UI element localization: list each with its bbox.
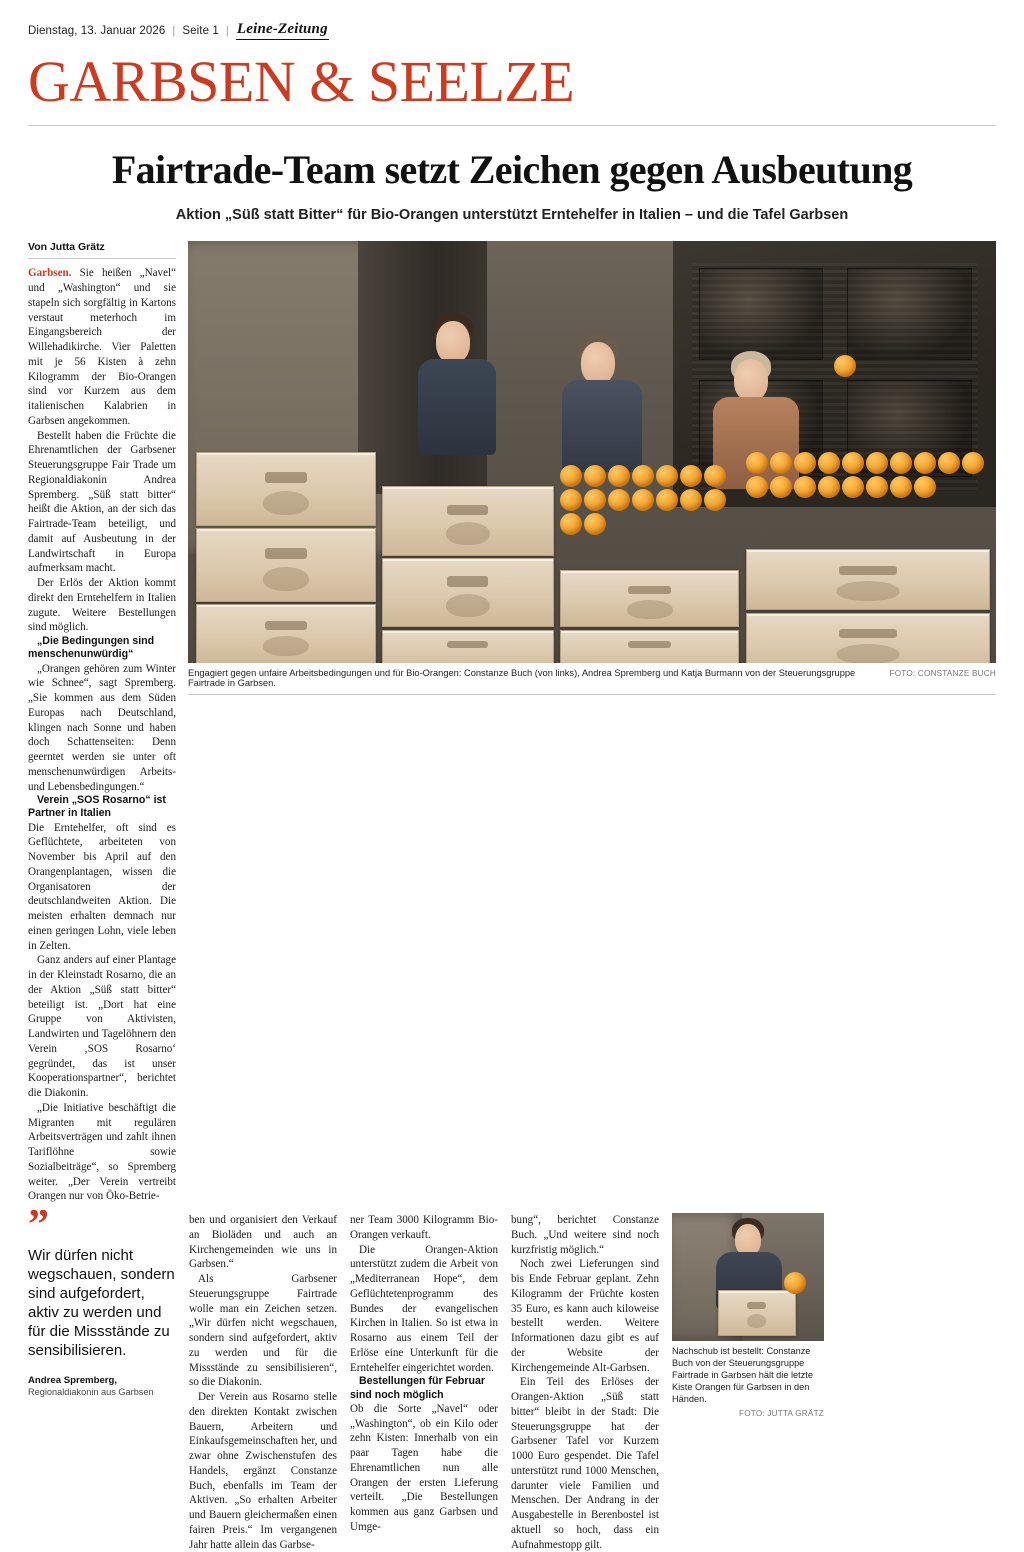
photo-torso <box>418 359 496 455</box>
masthead-separator-1: | <box>172 24 176 37</box>
paragraph: „Orangen gehören zum Winter wie Schnee“, sagt Spremberg. „Sie kommen aus dem Süden Europas nach Deutschland, klingen nach Sonne und haben doch Schattenseiten: Denn geerntet werden sie unter oft menschenunwürdigen Arbeits- und Lebensbedingungen.“ <box>28 662 176 793</box>
photo-crate <box>560 570 740 627</box>
caption-text: Engagiert gegen unfaire Arbeitsbedingungen und für Bio-Orangen: Constanze Buch (von links), Andrea Spremberg und Katja Burmann von der Steuerungsgruppe Fairtrade in Garbsen. <box>188 668 856 689</box>
paragraph: Ganz anders auf einer Plantage in der Kleinstadt Rosarno, die an der Aktion „Süß statt bitter“ beteiligt ist. „Dort hat eine Gruppe von Aktivisten, Landwirten und Tagelöhnern den Verein ‚SOS Rosarno‘ gegründet, das ist unser Kooperationspartner“, berichtet die Diakonin. <box>28 954 176 1100</box>
photo2-orange <box>784 1272 808 1296</box>
paragraph: Als Garbsener Steuerungsgruppe Fairtrade wolle man ein Zeichen setzen. „Wir dürfen nicht wegschauen, sondern sind aufgefordert, aktiv zu werden und für die Missstände zu sensibilisieren“, so die Diakonin. <box>189 1273 337 1389</box>
paragraph: Bestellt haben die Früchte die Ehrenamtlichen der Garbsener Steuerungsgruppe Fair Trade um Regionaldiakonin Andrea Spremberg. „Süß statt bitter“ heißt die Aktion, an der sich das Fairtrade-Team beteiligt, und damit auf Ausbeutung in der Landwirtschaft in Europa aufmerksam macht. <box>28 429 176 575</box>
paragraph <box>28 266 176 428</box>
photo2-crate <box>718 1290 796 1336</box>
photo-head <box>734 359 768 401</box>
pull-quote <box>28 1202 176 1399</box>
pull-quote-text: Wir dürfen nicht wegschauen, sondern sind aufgefordert, aktiv zu werden und für die Missstände zu sensibilisieren. <box>28 1247 175 1359</box>
photo-crate <box>196 604 376 663</box>
column-four <box>511 1213 659 1552</box>
photo-orange-tray <box>560 465 738 566</box>
caption-credit: FOTO: CONSTANZE BUCH <box>889 669 996 679</box>
photo-crate <box>560 630 740 664</box>
pull-quote-role: Regionaldiakonin aus Garbsen <box>28 1387 154 1398</box>
photo-crate <box>746 613 990 664</box>
column-three-body <box>350 1213 498 1534</box>
paragraph: Der Verein aus Rosarno stelle den direkten Kontakt zwischen Bauern, Arbeitern und Einkaufsgemeinschaften her, und zwar ohne Zwischenstufen des Handels, ergänzt Constanze Buch, ebenfalls im Team der Aktiven. „So erhalten Arbeiter und Bauern gleichermaßen einen fairen Preis.“ Im vergangenen Jahr hatte allein das Garbse- <box>189 1391 337 1551</box>
photo-torso <box>562 380 642 472</box>
column-three <box>350 1213 498 1552</box>
secondary-photo-caption <box>672 1341 824 1419</box>
photo-crate <box>746 549 990 610</box>
column-one-body <box>28 266 176 1204</box>
article-subhead: Aktion „Süß statt Bitter“ für Bio-Orangen unterstützt Erntehelfer in Italien – und die Tafel Garbsen <box>175 207 849 224</box>
column-four-body <box>511 1213 659 1552</box>
paragraph: „Die Initiative beschäftigt die Migranten mit regulären Arbeitsverträgen und zahlt ihnen Tariflöhne sowie Sozialbeiträge“, so Spremberg weiter. „Der Verein vertreibt Orangen nur von Öko-Betrie- <box>28 1101 176 1203</box>
dateline: Garbsen. <box>28 267 72 280</box>
photo-crate <box>196 452 376 526</box>
caption2-text: Nachschub ist bestellt: Constanze Buch von der Steuerungsgruppe Fairtrade in Garbsen hält die letzte Kiste Orangen für Garbsen in den Händen. <box>672 1346 813 1405</box>
column-one <box>28 241 176 1204</box>
photo-head <box>581 342 615 384</box>
paragraph: Die Erntehelfer, oft sind es Geflüchtete, arbeiteten von November bis April auf den Orangenplantagen, wissen die Organisatoren der deutschlandweiten Aktion. Die meisten erhalten demnach nur einen geringen Lohn, viele leben in Zelten. <box>28 821 176 952</box>
subheading-3: Bestellungen für Februar sind noch möglich <box>350 1375 485 1401</box>
quote-column <box>28 1202 176 1552</box>
masthead-page: Seite 1 <box>182 24 219 37</box>
photo-crate <box>196 528 376 602</box>
photo-crate <box>382 630 554 664</box>
quote-mark-icon: ” <box>28 1202 47 1249</box>
paragraph: ben und organisiert den Verkauf an Bioläden und auch an Kirchengemeinden wie uns in Garbsen.“ <box>189 1214 337 1271</box>
paper-logo: Leine-Zeitung <box>236 22 329 40</box>
paragraph-text: Sie heißen „Navel“ und „Washington“ und sie stapeln sich sorgfältig in Kartons verstaut meterhoch im Eingangsbereich der Willehadikirche. Vier Paletten mit je 56 Kisten à zehn Kilogramm der Bio-Orangen sind vor Kurzem aus dem italienischen Kalabrien in Garbsen angekommen. <box>28 267 176 427</box>
masthead <box>28 0 996 40</box>
caption2-credit: FOTO: JUTTA GRÄTZ <box>739 1408 824 1418</box>
subheading-1: „Die Bedingungen sind menschenunwürdig“ <box>28 635 155 661</box>
paragraph: Der Erlös der Aktion kommt direkt den Erntehelfern in Italien zugute. Weitere Bestellungen sind möglich. <box>28 577 176 634</box>
main-photo-block <box>188 241 996 695</box>
article-headline: Fairtrade-Team setzt Zeichen gegen Ausbeutung <box>111 146 913 192</box>
masthead-date: Dienstag, 13. Januar 2026 <box>28 24 166 37</box>
paragraph: Die Orangen-Aktion unterstützt zudem die Arbeit von „Mediterranean Hope“, dem Geflüchtetenprogramm des Bundes der evangelischen Kirchen in Italien. So ist etwa in Rosarno aus einem Teil der Erlöse eine Unterkunft für die Erntehelfer eingerichtet worden. <box>350 1243 498 1374</box>
secondary-photo-column <box>672 1213 824 1552</box>
masthead-separator-2: | <box>225 24 229 37</box>
paragraph: Ein Teil des Erlöses der Orangen-Aktion „Süß statt bitter“ bleibt in der Stadt: Die Steuerungsgruppe hat der Garbsener Tafel vor Kurzem 1000 Euro gespendet. Die Tafel unterstützt rund 1000 Menschen, darunter viele Familien und Menschen. Der Andrang in der Ausgabestelle in Berenbostel ist aktuell so hoch, dass ein Aufnahmestopp gilt. <box>511 1376 659 1551</box>
column-two <box>189 1213 337 1552</box>
paragraph: bung“, berichtet Constanze Buch. „Und weitere sind noch kurzfristig möglich.“ <box>511 1214 659 1256</box>
pull-quote-attribution: Andrea Spremberg, <box>28 1374 118 1386</box>
divider-under-section-title <box>28 125 996 126</box>
photo-held-orange <box>834 355 858 379</box>
photo-crate <box>382 486 554 556</box>
subheading-2: Verein „SOS Rosarno“ ist Partner in Italien <box>28 794 166 820</box>
column-two-body <box>189 1213 337 1552</box>
photo-head <box>436 321 470 363</box>
photo-door-panel-2 <box>847 268 972 360</box>
paragraph: Ob die Sorte „Navel“ oder „Washington“, ob ein Kilo oder zehn Kisten: Innerhalb von ein paar Tagen habe die Ehrenamtlichen nun alle Orangen der ersten Lieferung verteilt. „Die Bestellungen kommen aus ganz Garbsen und Umge- <box>350 1402 498 1533</box>
upper-section <box>28 241 996 1204</box>
photo-door-panel-1 <box>699 268 824 360</box>
photo-person-middle <box>568 334 697 477</box>
paragraph: Noch zwei Lieferungen sind bis Ende Februar geplant. Zehn Kilogramm der Früchte kosten 35 Euro, es kann auch kiloweise bestellt werden. Weitere Informationen dazu gibt es auf der Website der Kirchengemeinde Alt-Garbsen. <box>511 1258 659 1374</box>
photo-person-left <box>422 313 551 465</box>
main-photo <box>188 241 996 663</box>
byline: Von Jutta Grätz <box>28 241 176 259</box>
section-title: GARBSEN & SEELZE <box>28 48 575 114</box>
photo-orange-tray <box>746 452 988 545</box>
photo-crate <box>382 558 554 628</box>
main-photo-caption <box>188 663 996 695</box>
paragraph: ner Team 3000 Kilogramm Bio-Orangen verkauft. <box>350 1214 498 1241</box>
secondary-photo <box>672 1213 824 1341</box>
lower-section <box>28 1202 996 1552</box>
